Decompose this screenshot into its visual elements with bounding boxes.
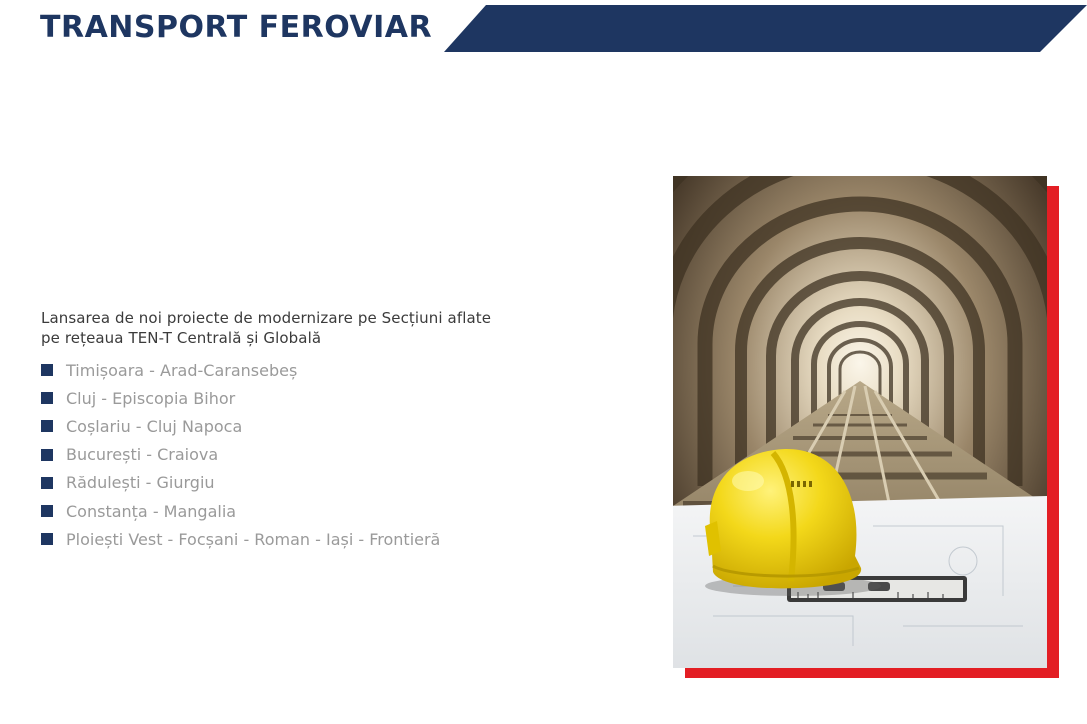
title-banner-stripe <box>444 5 1087 52</box>
section-label: Cluj - Episcopia Bihor <box>66 388 236 408</box>
section-label: Rădulești - Giurgiu <box>66 473 215 493</box>
list-item <box>41 497 440 525</box>
square-bullet-icon <box>41 505 53 517</box>
section-label: Ploiești Vest - Focșani - Roman - Iași - Frontieră <box>66 529 441 549</box>
intro-heading: Lansarea de noi proiecte de modernizare pe Secțiuni aflate pe rețeaua TEN-T Centrală și Globală <box>41 309 492 347</box>
square-bullet-icon <box>41 449 53 461</box>
section-list <box>41 356 440 553</box>
list-item <box>41 469 440 497</box>
square-bullet-icon <box>41 533 53 545</box>
tunnel-hard-hat-photo <box>673 176 1047 668</box>
square-bullet-icon <box>41 420 53 432</box>
page-title: TRANSPORT FEROVIAR <box>40 10 433 45</box>
section-label: Constanța - Mangalia <box>66 501 237 521</box>
section-label: Coșlariu - Cluj Napoca <box>66 416 243 436</box>
railway-tunnel-illustration <box>673 176 1047 668</box>
list-item <box>41 525 440 553</box>
list-item <box>41 441 440 469</box>
section-label: București - Craiova <box>66 445 219 465</box>
square-bullet-icon <box>41 392 53 404</box>
list-item <box>41 384 440 412</box>
square-bullet-icon <box>41 477 53 489</box>
list-item <box>41 412 440 440</box>
section-label: Timișoara - Arad-Caransebeș <box>66 360 298 380</box>
list-item <box>41 356 440 384</box>
square-bullet-icon <box>41 364 53 376</box>
